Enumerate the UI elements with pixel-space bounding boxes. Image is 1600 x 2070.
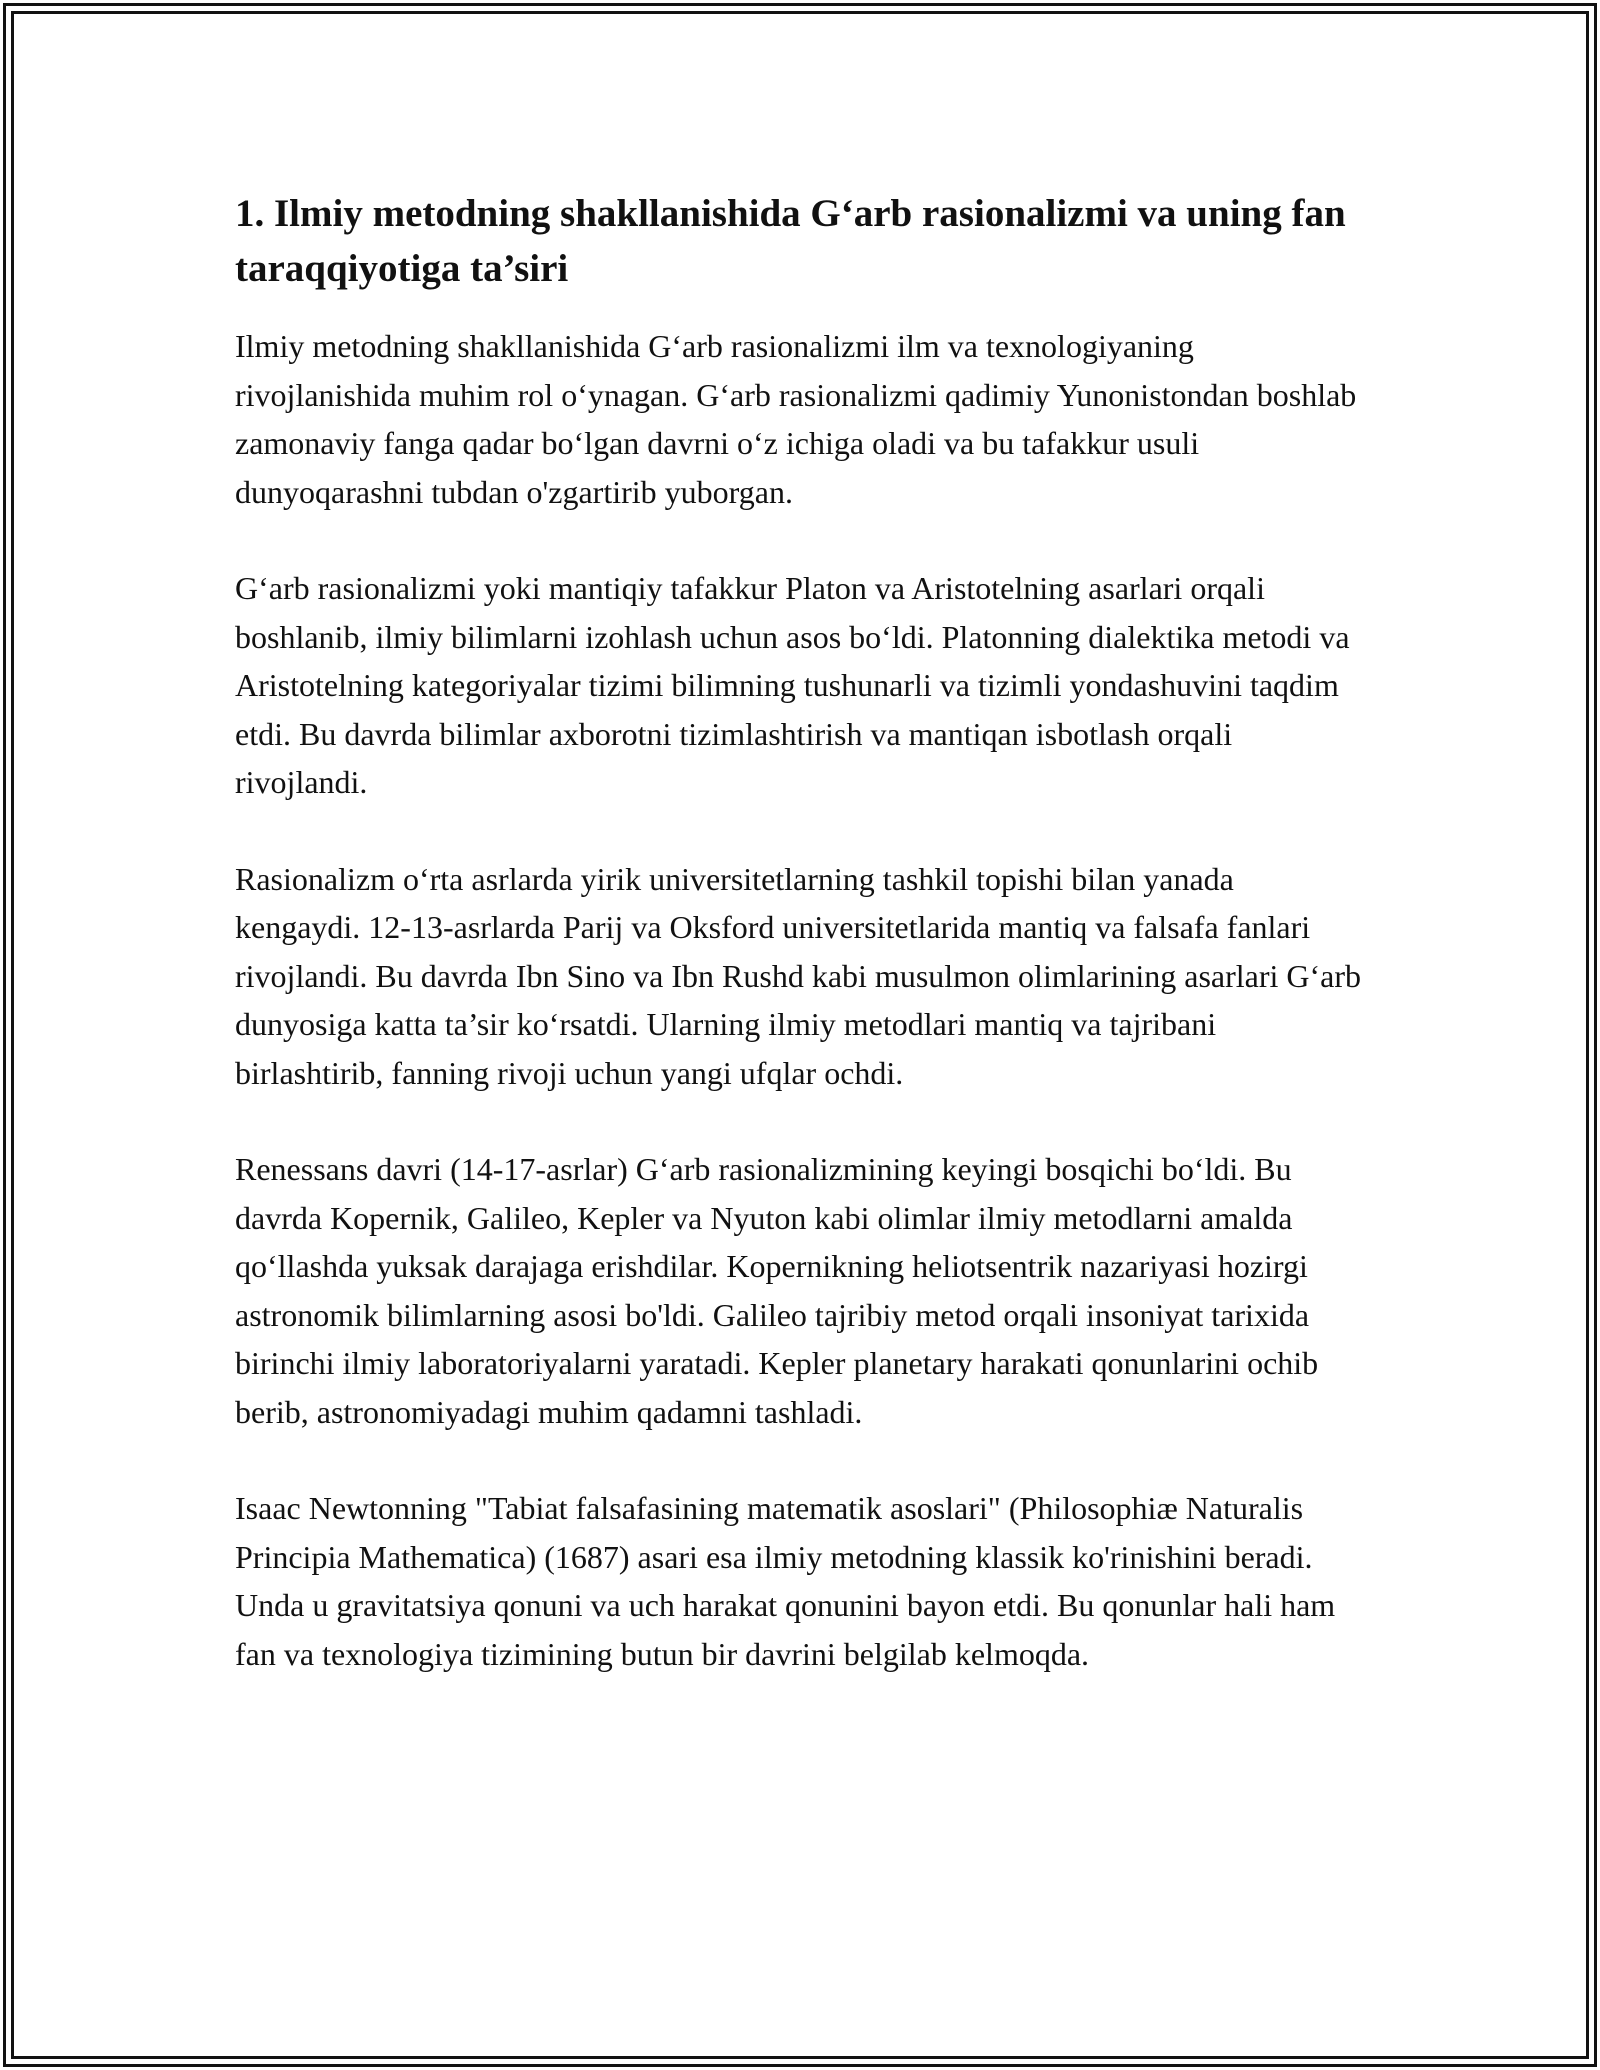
paragraph-antiquity: G‘arb rasionalizmi yoki mantiqiy tafakkur Platon va Aristotelning asarlari orqali boshlanib, ilmiy bilimlarni izohlash uchun asos bo‘ldi. Platonning dialektika metodi va Aristotelning kategoriyalar tizimi bilimning tushunarli va tizimli yondashuvini taqdim etdi. Bu davrda bilimlar axborotni tizimlashtirish va mantiqan isbotlash orqali rivojlandi. bbox=[235, 570, 1350, 800]
section-heading: 1. Ilmiy metodning shakllanishida G‘arb rasionalizmi va uning fan taraqqiyotiga ta’siri bbox=[235, 192, 1346, 290]
paragraph-newton: Isaac Newtonning "Tabiat falsafasining matematik asoslari" (Philosophiæ Naturalis Principia Mathematica) (1687) asari esa ilmiy metodning klassik ko'rinishini beradi. Unda u gravitatsiya qonuni va uch harakat qonunini bayon etdi. Bu qonunlar hali ham fan va texnologiya tizimining butun bir davrini belgilab kelmoqda. bbox=[235, 1490, 1336, 1672]
paragraph-middle-ages: Rasionalizm o‘rta asrlarda yirik universitetlarning tashkil topishi bilan yanada kengaydi. 12-13-asrlarda Parij va Oksford universitetlarida mantiq va falsafa fanlari rivojlandi. Bu davrda Ibn Sino va Ibn Rushd kabi musulmon olimlarining asarlari G‘arb dunyosiga katta ta’sir ko‘rsatdi. Ularning ilmiy metodlari mantiq va tajribani birlashtirib, fanning rivoji uchun yangi ufqlar ochdi. bbox=[235, 860, 1362, 1091]
document-body bbox=[235, 186, 1365, 1726]
paragraph-renaissance: Renessans davri (14-17-asrlar) G‘arb rasionalizmining keyingi bosqichi bo‘ldi. Bu davrda Kopernik, Galileo, Kepler va Nyuton kabi olimlar ilmiy metodlarni amalda qo‘llashda yuksak darajaga erishdilar. Kopernikning heliotsentrik nazariyasi hozirgi astronomik bilimlarning asosi bo'ldi. Galileo tajribiy metod orqali insoniyat tarixida birinchi ilmiy laboratoriyalarni yaratadi. Kepler planetary harakati qonunlarini ochib berib, astronomiyadagi muhim qadamni tashladi. bbox=[235, 1151, 1319, 1430]
paragraph-intro: Ilmiy metodning shakllanishida G‘arb rasionalizmi ilm va texnologiyaning rivojlanishida muhim rol o‘ynagan. G‘arb rasionalizmi qadimiy Yunonistondan boshlab zamonaviy fanga qadar bo‘lgan davrni o‘z ichiga oladi va bu tafakkur usuli dunyoqarashni tubdan o'zgartirib yuborgan. bbox=[235, 328, 1357, 510]
